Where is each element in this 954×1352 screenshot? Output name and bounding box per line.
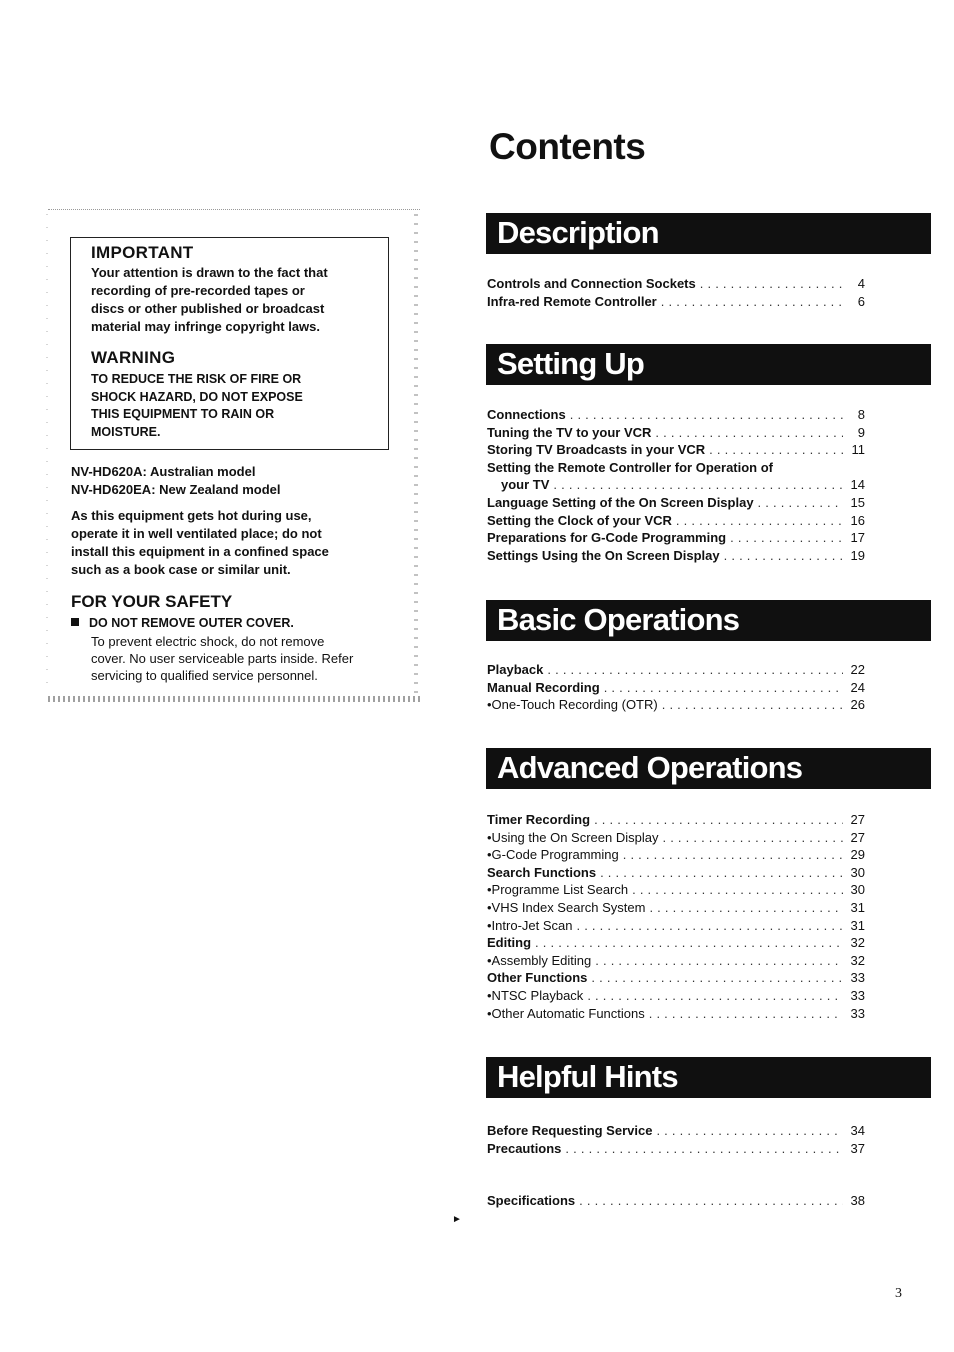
toc-entry-label: Editing xyxy=(487,935,532,951)
scan-artifact-right xyxy=(414,214,418,698)
model-line: NV-HD620EA: New Zealand model xyxy=(71,482,281,497)
toc-entry-label: Setting the Remote Controller for Operation of xyxy=(487,459,774,475)
toc-entry[interactable] xyxy=(487,1192,865,1210)
toc-entry-label: •Programme List Search xyxy=(487,882,629,898)
safety-heading: FOR YOUR SAFETY xyxy=(71,592,233,611)
toc-leader-dots xyxy=(553,476,843,494)
toc-entry-page: 32 xyxy=(850,952,865,968)
toc-leader-dots xyxy=(661,293,843,311)
toc-entry[interactable] xyxy=(487,829,865,847)
toc-entry[interactable] xyxy=(487,696,865,714)
toc-entry-page: 26 xyxy=(850,697,865,713)
toc-entry-label: Storing TV Broadcasts in your VCR xyxy=(487,442,706,458)
toc-entry-label: •Assembly Editing xyxy=(487,952,592,968)
toc-entry-page: 29 xyxy=(850,847,865,863)
toc-leader-dots xyxy=(730,529,843,547)
safety-text xyxy=(91,633,391,684)
toc-leader-dots xyxy=(700,275,843,293)
warning-line: MOISTURE. xyxy=(91,424,161,439)
toc-entry-label: •VHS Index Search System xyxy=(487,899,646,915)
toc-entry[interactable] xyxy=(487,934,865,952)
toc-leader-dots xyxy=(595,952,843,970)
toc-leader-dots xyxy=(662,829,843,847)
toc-entry[interactable] xyxy=(487,661,865,679)
safety-line: cover. No user serviceable parts inside. Refer xyxy=(91,651,354,666)
warning-text xyxy=(91,371,381,441)
toc-entry[interactable] xyxy=(487,476,865,494)
toc-leader-dots xyxy=(535,934,843,952)
toc-entry-page: 14 xyxy=(850,477,865,493)
toc-entry[interactable] xyxy=(487,811,865,829)
toc-entry[interactable] xyxy=(487,917,865,935)
toc-list xyxy=(487,275,865,310)
toc-leader-dots xyxy=(594,811,843,829)
toc-leader-dots xyxy=(579,1192,843,1210)
toc-entry-page: 4 xyxy=(857,276,865,291)
toc-entry[interactable] xyxy=(487,846,865,864)
toc-entry-label: Language Setting of the On Screen Display xyxy=(487,494,754,510)
section-header xyxy=(486,1057,931,1098)
toc-entry-label: Setting the Clock of your VCR xyxy=(487,512,672,528)
toc-entry[interactable] xyxy=(487,424,865,442)
toc-entry-page: 17 xyxy=(850,530,865,546)
section-title: Helpful Hints xyxy=(497,1059,678,1094)
toc-entry[interactable] xyxy=(487,987,865,1005)
toc-list xyxy=(487,811,865,1022)
warning-line: THIS EQUIPMENT TO RAIN OR xyxy=(91,407,275,421)
toc-leader-dots xyxy=(724,547,843,565)
toc-entry[interactable] xyxy=(487,679,865,697)
toc-entry[interactable] xyxy=(487,441,865,459)
section-header xyxy=(486,213,931,254)
important-line: material may infringe copyright laws. xyxy=(91,319,321,334)
toc-entry[interactable] xyxy=(487,952,865,970)
toc-list xyxy=(487,406,865,564)
warning-heading: WARNING xyxy=(91,348,176,367)
section-title: Advanced Operations xyxy=(497,750,803,785)
safety-line: To prevent electric shock, do not remove xyxy=(91,634,325,649)
toc-entry[interactable] xyxy=(487,293,865,311)
safety-bullet xyxy=(71,616,294,630)
toc-entry-label: Preparations for G-Code Programming xyxy=(487,530,727,546)
toc-entry-label: Precautions xyxy=(487,1140,562,1156)
toc-entry-label: •Intro-Jet Scan xyxy=(487,917,573,933)
toc-entry-label: Before Requesting Service xyxy=(487,1123,653,1138)
toc-entry-label: •Other Automatic Functions xyxy=(487,1005,645,1021)
heat-notice xyxy=(71,507,401,579)
toc-entry-label: Manual Recording xyxy=(487,679,600,695)
toc-entry-label: Settings Using the On Screen Display xyxy=(487,547,720,563)
toc-leader-dots xyxy=(632,881,843,899)
square-bullet-icon xyxy=(71,618,79,626)
toc-leader-dots xyxy=(591,969,843,987)
toc-entry-page: 6 xyxy=(857,293,865,309)
important-line: recording of pre-recorded tapes or xyxy=(91,283,305,298)
heat-notice-line: install this equipment in a confined space xyxy=(71,544,329,559)
toc-leader-dots xyxy=(587,987,843,1005)
toc-leader-dots xyxy=(576,917,843,935)
toc-entry-page: 31 xyxy=(850,899,865,915)
toc-entry-page: 22 xyxy=(850,662,865,677)
toc-entry-page: 30 xyxy=(850,864,865,880)
toc-leader-dots xyxy=(623,846,843,864)
safety-bullet-text: DO NOT REMOVE OUTER COVER. xyxy=(89,616,294,630)
scan-artifact-bottom xyxy=(48,696,420,702)
safety-line: servicing to qualified service personnel. xyxy=(91,668,318,683)
toc-list xyxy=(487,1122,865,1157)
toc-entry-page: 15 xyxy=(850,494,865,510)
toc-leader-dots xyxy=(649,899,843,917)
toc-leader-dots xyxy=(656,1122,843,1140)
specifications-entry xyxy=(487,1192,865,1210)
important-line: discs or other published or broadcast xyxy=(91,301,325,316)
toc-entry-page: 31 xyxy=(850,917,865,933)
toc-entry-label: Playback xyxy=(487,662,544,677)
toc-entry-page: 37 xyxy=(850,1140,865,1156)
toc-entry-label: Specifications xyxy=(487,1193,576,1208)
toc-entry-page: 27 xyxy=(850,812,865,827)
toc-entry-page: 19 xyxy=(850,547,865,563)
toc-leader-dots xyxy=(604,679,843,697)
toc-entry[interactable] xyxy=(487,459,865,477)
toc-entry[interactable] xyxy=(487,1005,865,1023)
scan-artifact-top xyxy=(48,209,420,218)
model-line: NV-HD620A: Australian model xyxy=(71,464,256,479)
toc-entry[interactable] xyxy=(487,1140,865,1158)
toc-entry[interactable] xyxy=(487,547,865,565)
toc-entry-page: 8 xyxy=(857,407,865,422)
arrow-mark-icon: ► xyxy=(452,1214,462,1225)
toc-entry-label: Tuning the TV to your VCR xyxy=(487,424,652,440)
heat-notice-line: operate it in well ventilated place; do not xyxy=(71,526,322,541)
toc-entry[interactable] xyxy=(487,529,865,547)
toc-list xyxy=(487,661,865,714)
page-title: Contents xyxy=(489,126,646,167)
toc-leader-dots xyxy=(655,424,843,442)
toc-leader-dots xyxy=(709,441,843,459)
section-header xyxy=(486,344,931,385)
toc-leader-dots xyxy=(676,512,843,530)
important-text xyxy=(91,264,381,336)
toc-leader-dots xyxy=(565,1140,843,1158)
section-title: Setting Up xyxy=(497,346,644,381)
toc-entry-page: 32 xyxy=(850,935,865,951)
toc-leader-dots xyxy=(662,696,843,714)
toc-entry[interactable] xyxy=(487,864,865,882)
toc-entry-label: Search Functions xyxy=(487,864,597,880)
scan-artifact-left xyxy=(46,214,48,694)
toc-entry-page: 33 xyxy=(850,1005,865,1021)
section-title: Description xyxy=(497,215,659,250)
toc-leader-dots xyxy=(600,864,843,882)
warning-line: SHOCK HAZARD, DO NOT EXPOSE xyxy=(91,389,303,404)
important-line: Your attention is drawn to the fact that xyxy=(91,265,328,280)
toc-entry-label: •G-Code Programming xyxy=(487,847,619,863)
toc-entry-label: •NTSC Playback xyxy=(487,987,584,1003)
toc-entry[interactable] xyxy=(487,881,865,899)
important-heading: IMPORTANT xyxy=(91,243,194,262)
toc-entry-label: •One-Touch Recording (OTR) xyxy=(487,697,658,713)
toc-entry-label: Other Functions xyxy=(487,970,588,986)
toc-entry[interactable] xyxy=(487,969,865,987)
toc-leader-dots xyxy=(649,1005,843,1023)
toc-entry-page: 34 xyxy=(850,1123,865,1138)
toc-entry-page: 27 xyxy=(850,829,865,845)
toc-entry[interactable] xyxy=(487,899,865,917)
toc-entry-page: 30 xyxy=(850,882,865,898)
toc-entry-page: 33 xyxy=(850,987,865,1003)
toc-leader-dots xyxy=(547,661,843,679)
toc-entry-label: Controls and Connection Sockets xyxy=(487,276,696,291)
section-header xyxy=(486,600,931,641)
toc-entry-label: your TV xyxy=(501,477,550,493)
section-header xyxy=(486,748,931,789)
toc-entry[interactable] xyxy=(487,406,865,424)
page-number: 3 xyxy=(895,1286,902,1301)
heat-notice-line: As this equipment gets hot during use, xyxy=(71,508,312,523)
heat-notice-line: such as a book case or similar unit. xyxy=(71,562,291,577)
toc-entry-page: 9 xyxy=(857,424,865,440)
toc-entry-page: 11 xyxy=(851,442,865,458)
toc-entry-page: 16 xyxy=(850,512,865,528)
section-title: Basic Operations xyxy=(497,602,740,637)
toc-entry-label: Infra-red Remote Controller xyxy=(487,293,657,309)
toc-entry-label: Connections xyxy=(487,407,566,422)
toc-entry-label: Timer Recording xyxy=(487,812,591,827)
toc-entry-page: 24 xyxy=(850,679,865,695)
toc-entry[interactable] xyxy=(487,512,865,530)
toc-leader-dots xyxy=(758,494,843,512)
warning-line: TO REDUCE THE RISK OF FIRE OR xyxy=(91,372,302,386)
toc-entry-page: 33 xyxy=(850,970,865,986)
toc-entry[interactable] xyxy=(487,494,865,512)
toc-entry[interactable] xyxy=(487,275,865,293)
toc-leader-dots xyxy=(570,406,843,424)
toc-entry[interactable] xyxy=(487,1122,865,1140)
toc-entry-page: 38 xyxy=(850,1193,865,1208)
model-list xyxy=(71,463,401,499)
toc-entry-label: •Using the On Screen Display xyxy=(487,829,659,845)
